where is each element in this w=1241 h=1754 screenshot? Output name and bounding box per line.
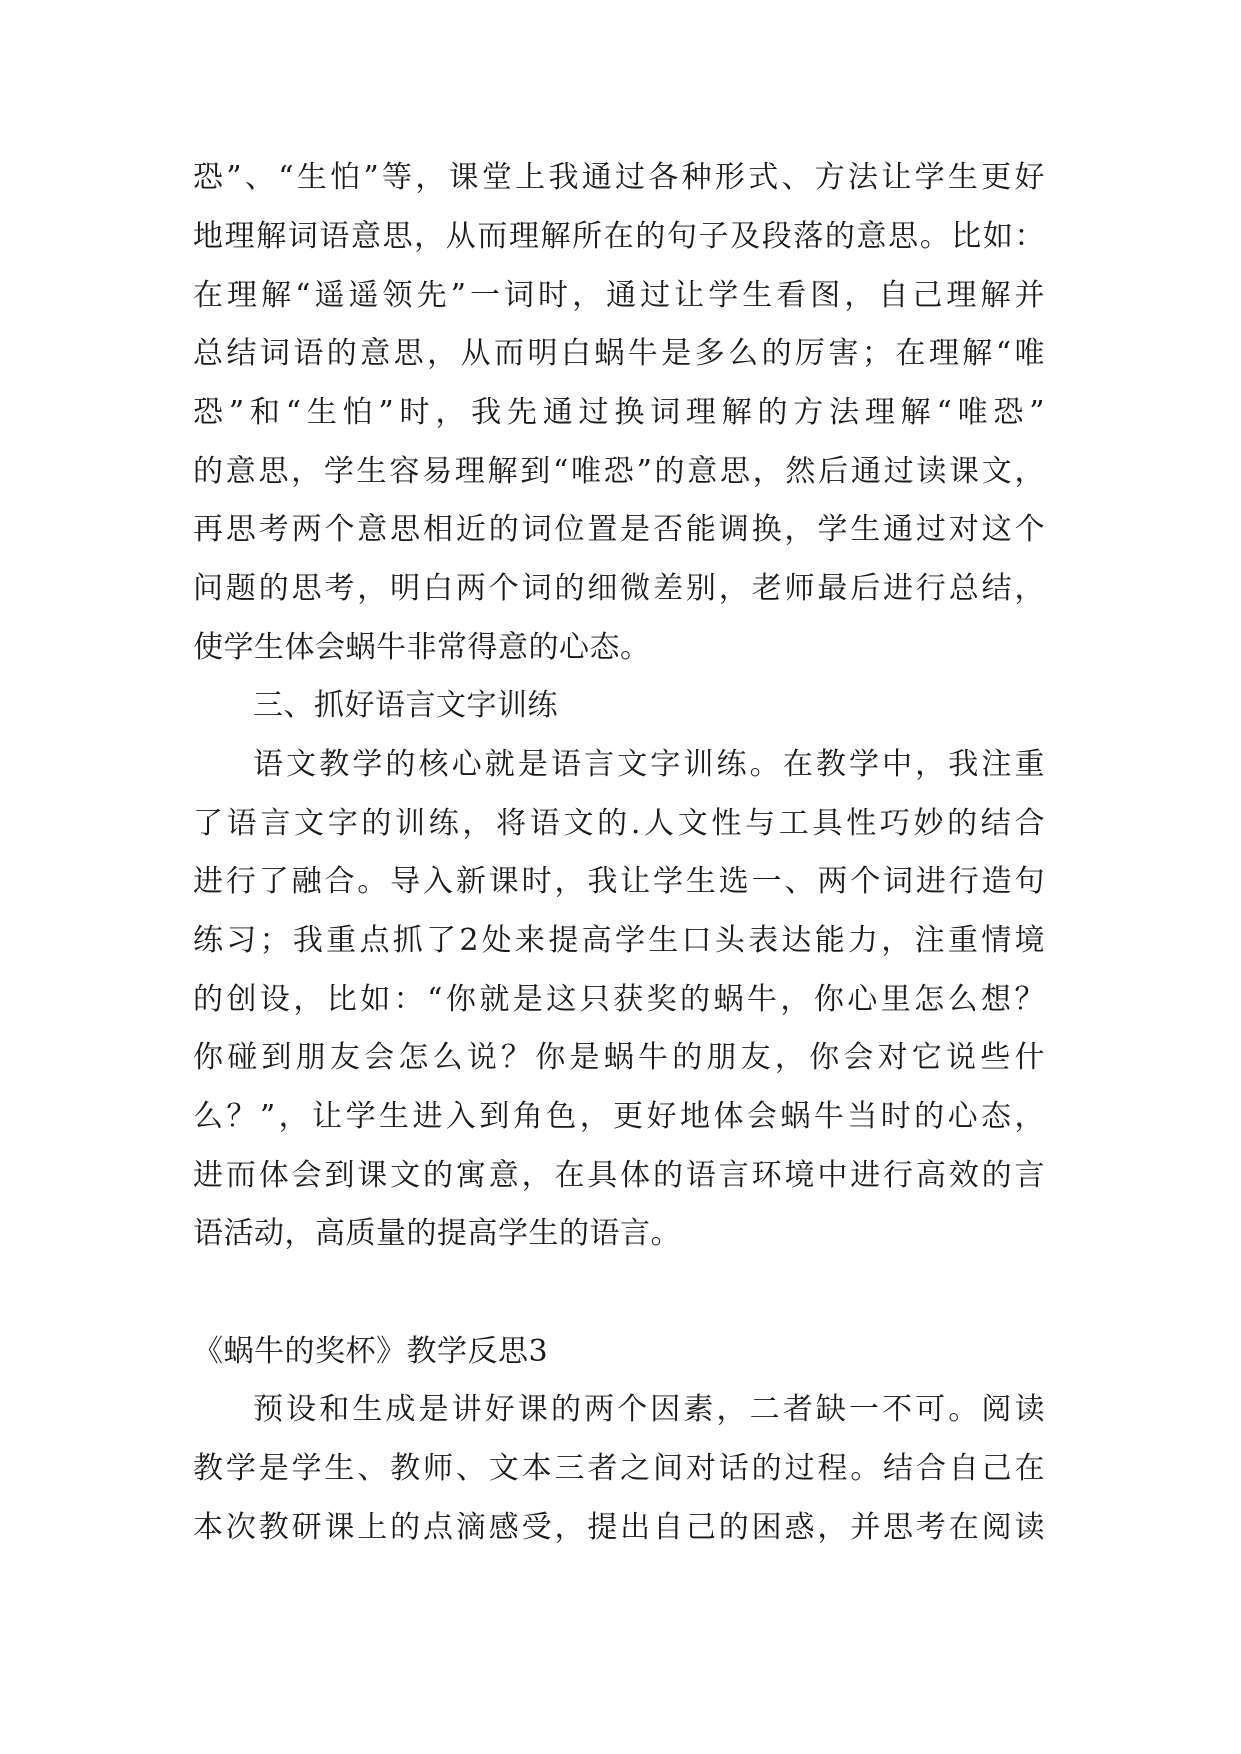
text-line: 总结词语的意思，从而明白蜗牛是多么的厉害；在理解“唯 (193, 336, 1045, 371)
text-line: 教学是学生、教师、文本三者之间对话的过程。结合自己在 (193, 1451, 1045, 1486)
text-line: 你碰到朋友会怎么说？你是蜗牛的朋友，你会对它说些什 (193, 1040, 1045, 1075)
text-line: 了语言文字的训练，将语文的.人文性与工具性巧妙的结合 (193, 806, 1045, 841)
text-line: 预设和生成是讲好课的两个因素，二者缺一不可。阅读 (253, 1392, 1045, 1427)
text-line: 恐”和“生怕”时，我先通过换词理解的方法理解“唯恐” (193, 395, 1045, 430)
text-line: 进而体会到课文的寓意，在具体的语言环境中进行高效的言 (193, 1158, 1045, 1193)
text-line: 么？”，让学生进入到角色，更好地体会蜗牛当时的心态， (193, 1099, 1045, 1134)
text-line: 恐”、“生怕”等，课堂上我通过各种形式、方法让学生更好 (193, 160, 1045, 195)
text-line: 问题的思考，明白两个词的细微差别，老师最后进行总结， (193, 571, 1045, 606)
text-line: 再思考两个意思相近的词位置是否能调换，学生通过对这个 (193, 512, 1045, 547)
text-line: 语文教学的核心就是语言文字训练。在教学中，我注重 (253, 747, 1045, 782)
text-line: 地理解词语意思，从而理解所在的句子及段落的意思。比如： (193, 219, 1045, 254)
section-heading: 三、抓好语言文字训练 (253, 688, 558, 723)
text-line: 的创设，比如：“你就是这只获奖的蜗牛，你心里怎么想？ (193, 982, 1045, 1017)
text-line: 的意思，学生容易理解到“唯恐”的意思，然后通过读课文， (193, 454, 1045, 489)
text-line: 练习；我重点抓了2处来提高学生口头表达能力，注重情境 (193, 923, 1045, 958)
text-line: 本次教研课上的点滴感受，提出自己的困惑，并思考在阅读 (193, 1510, 1045, 1545)
text-line: 在理解“遥遥领先”一词时，通过让学生看图，自己理解并 (193, 278, 1045, 313)
text-line: 进行了融合。导入新课时，我让学生选一、两个词进行造句 (193, 864, 1045, 899)
article-title: 《蜗牛的奖杯》教学反思3 (193, 1334, 549, 1369)
text-line: 使学生体会蜗牛非常得意的心态。 (193, 630, 651, 665)
text-line: 语活动，高质量的提高学生的语言。 (193, 1216, 681, 1251)
